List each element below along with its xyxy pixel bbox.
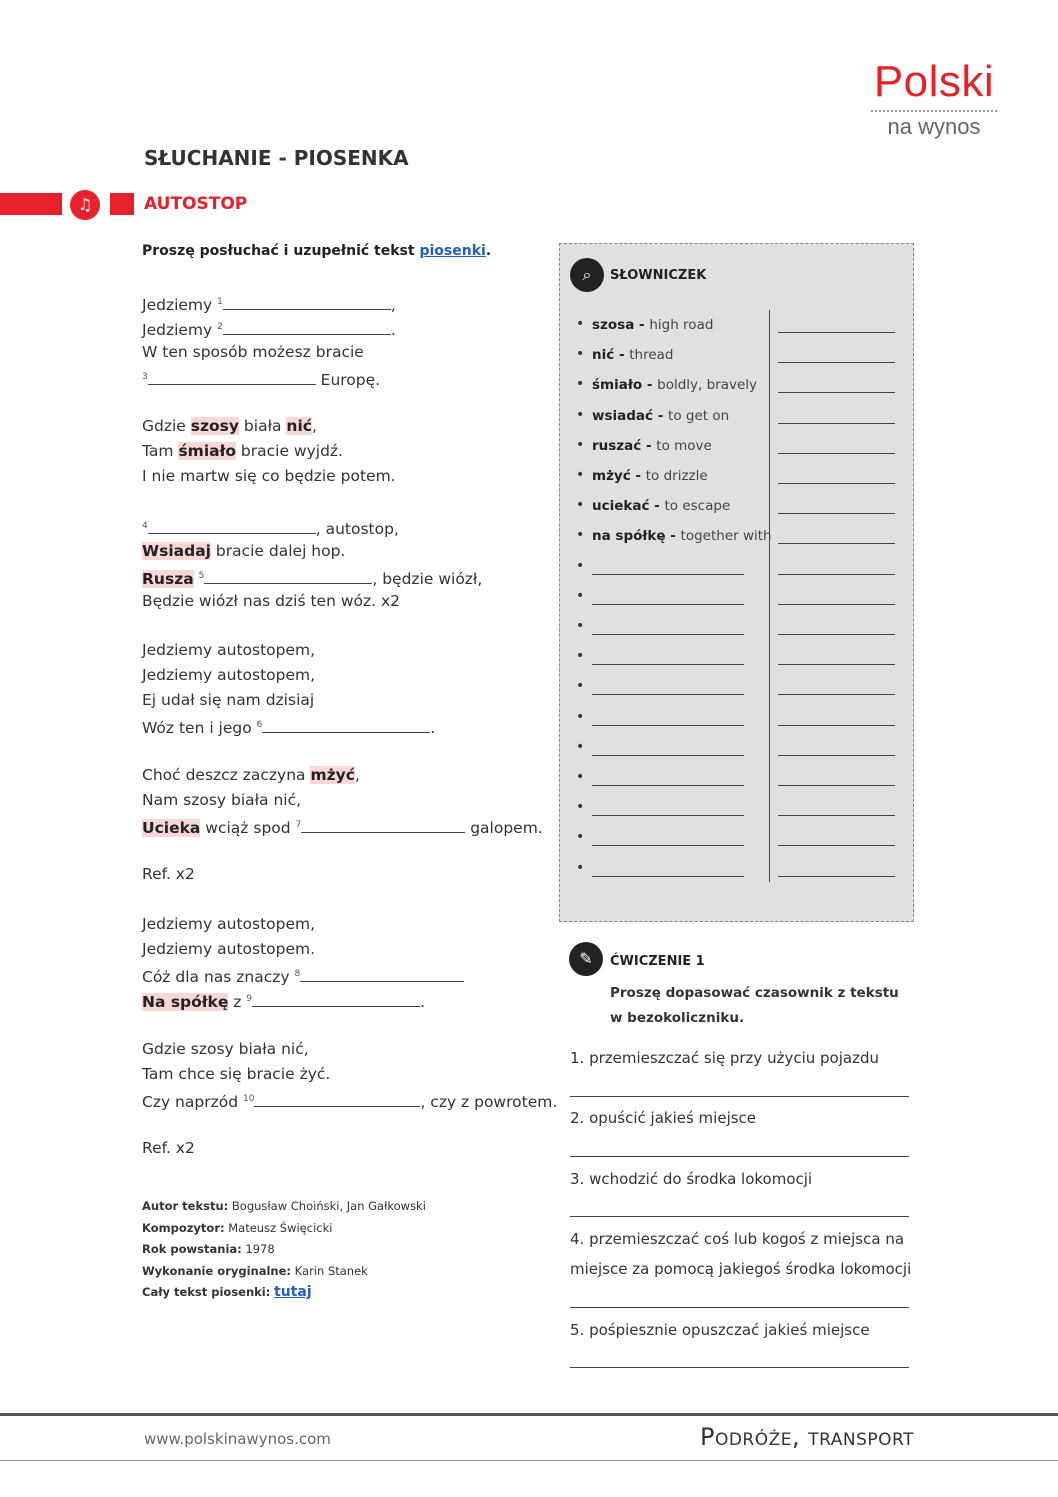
lyric-line: I nie martw się co będzie potem. (142, 467, 396, 486)
vocab-blank-translation[interactable] (778, 332, 895, 333)
bullet: • (576, 829, 585, 846)
lyric-line: Wsiadaj bracie dalej hop. (142, 541, 346, 560)
lyric-line: Jedziemy autostopem. (142, 940, 316, 959)
vocab-blank-term[interactable] (592, 815, 744, 816)
vocab-blank-translation[interactable] (778, 574, 895, 575)
bullet: • (576, 467, 585, 483)
fill-blank[interactable] (223, 319, 391, 335)
vocab-row (576, 769, 906, 789)
bullet: • (576, 497, 585, 514)
vocab-blank-translation[interactable] (778, 694, 895, 695)
vocabulary-box (559, 243, 914, 922)
vocab-blank-translation[interactable] (778, 513, 895, 514)
lyric-line: Ref. x2 (142, 865, 195, 884)
fill-blank[interactable] (252, 991, 420, 1007)
logo-subtitle: na wynos (887, 114, 981, 139)
answer-line[interactable] (570, 1216, 909, 1217)
footer (0, 1416, 1058, 1461)
vocab-blank-translation[interactable] (778, 876, 895, 877)
vocab-blank-translation[interactable] (778, 845, 895, 846)
lyric-line: Tam chce się bracie żyć. (142, 1064, 331, 1083)
fill-blank[interactable] (300, 966, 464, 982)
lyric-line: Cóż dla nas znaczy $^8$ (142, 962, 552, 987)
vocab-term: mżyć - to drizzle (592, 468, 708, 484)
vocab-row (576, 558, 906, 578)
instruction: Proszę posłuchać i uzupełnić tekst piosenki. (142, 243, 492, 259)
vocab-row (576, 648, 906, 668)
vocab-row (576, 588, 906, 608)
vocab-blank-translation[interactable] (778, 423, 895, 424)
vocab-row (576, 678, 906, 698)
answer-line[interactable] (570, 1367, 909, 1368)
exercise-question: 4. przemieszczać coś lub kogoś z miejsca na miejsce za pomocą jakiegoś środka lokomocji (570, 1230, 912, 1278)
vocab-blank-term[interactable] (592, 664, 744, 665)
vocab-blank-translation[interactable] (778, 483, 895, 484)
vocabulary-title: SŁOWNICZEK (610, 268, 707, 283)
bullet: • (576, 859, 585, 876)
bullet: • (576, 316, 585, 332)
bullet: • (576, 376, 585, 393)
pencil-icon: ✎ (569, 942, 603, 976)
vocab-row (576, 799, 906, 819)
lyric-line: Gdzie szosy biała nić, (142, 1039, 309, 1058)
section-marker (110, 193, 134, 215)
vocab-row (576, 376, 906, 396)
bullet: • (576, 436, 585, 453)
vocab-blank-term[interactable] (592, 725, 744, 726)
lyric-line: Rusza $^5$ , będzie wiózł, (142, 569, 483, 588)
bullet: • (576, 406, 585, 423)
bullet: • (576, 527, 585, 544)
vocab-row (576, 860, 906, 880)
vocab-term: na spółkę - together with (592, 528, 772, 545)
vocab-row (576, 618, 906, 638)
vocab-blank-term[interactable] (592, 785, 744, 786)
song-title: AUTOSTOP (144, 194, 248, 214)
fill-blank[interactable] (262, 717, 430, 733)
lyrics (142, 290, 558, 1161)
lyric-line: Jedziemy autostopem, (142, 915, 316, 934)
bullet: • (576, 648, 585, 665)
lyric-line: $^4$ , autostop, (142, 520, 399, 539)
vocab-blank-translation[interactable] (778, 725, 895, 726)
lyric-line: Czy naprzód $^{10}$ , czy z powrotem. (142, 1092, 558, 1111)
vocab-blank-term[interactable] (592, 634, 744, 635)
vocab-blank-term[interactable] (592, 845, 744, 846)
footer-url[interactable]: www.polskinawynos.com (144, 1430, 331, 1448)
lyric-line: Będzie wiózł nas dziś ten wóz. x2 (142, 591, 401, 610)
lyric-line: W ten sposób możesz bracie (142, 342, 364, 361)
logo-divider (871, 110, 997, 112)
lyric-line: Na spółkę z $^9$ . (142, 993, 426, 1012)
vocab-blank-translation[interactable] (778, 785, 895, 786)
vocab-row (576, 467, 906, 487)
fill-blank[interactable] (148, 369, 316, 385)
lyric-line: Tam śmiało bracie wyjdź. (142, 442, 343, 461)
exercise-instruction: Proszę dopasować czasownik z tekstu w bezokoliczniku. (610, 985, 899, 1026)
vocab-blank-translation[interactable] (778, 634, 895, 635)
fill-blank[interactable] (204, 568, 372, 584)
vocab-row (576, 527, 906, 547)
lyric-line: Ucieka wciąż spod $^7$ galopem. (142, 818, 543, 837)
vocab-row (576, 497, 906, 517)
vocab-blank-term[interactable] (592, 604, 744, 605)
vocab-blank-translation[interactable] (778, 664, 895, 665)
vocab-row (576, 316, 906, 336)
credits: Autor tekstu: Bogusław Choiński, Jan Gałkowski Kompozytor: Mateusz Święcicki Rok powstania: 1978 Wykonanie oryginalne: Karin Stanek Cały tekst piosenki: tutaj (142, 1199, 426, 1300)
bullet: • (576, 346, 585, 363)
exercise-question: 2. opuścić jakieś miejsce (570, 1109, 757, 1127)
fill-blank[interactable] (223, 294, 391, 310)
vocab-blank-term[interactable] (592, 694, 744, 695)
vocab-term: nić - thread (592, 347, 674, 364)
lyric-line: $^3$ Europę. (142, 370, 381, 389)
exercise-question: 3. wchodzić do środka lokomocji (570, 1170, 813, 1188)
bullet: • (576, 587, 585, 604)
vocab-term: wsiadać - to get on (592, 407, 730, 424)
lyric-line: Nam szosy biała nić, (142, 790, 302, 809)
magnifier-icon: ⌕ (570, 258, 604, 292)
answer-line[interactable] (570, 1307, 909, 1308)
lyric-line: Jedziemy $^1$ , (142, 296, 396, 315)
lyric-line: Ref. x2 (142, 1139, 195, 1158)
vocab-blank-translation[interactable] (778, 604, 895, 605)
answer-line[interactable] (570, 1096, 909, 1097)
footer-topic: Podróże, transport (699, 1423, 914, 1451)
answer-line[interactable] (570, 1156, 909, 1157)
vocab-blank-translation[interactable] (778, 362, 895, 363)
bullet: • (576, 799, 585, 816)
fill-blank[interactable] (254, 1091, 420, 1107)
bullet: • (576, 557, 585, 574)
fill-blank[interactable] (148, 518, 316, 534)
vocab-blank-term[interactable] (592, 876, 744, 877)
vocab-term: uciekać - to escape (592, 498, 731, 515)
vocab-row (576, 829, 906, 849)
lyric-line: Wóz ten i jego $^6$ . (142, 719, 436, 738)
full-lyrics-link[interactable]: tutaj (274, 1284, 312, 1300)
lyric-line: Choć deszcz zaczyna mżyć, (142, 765, 360, 784)
vocab-blank-translation[interactable] (778, 755, 895, 756)
music-note-icon: ♫ (70, 190, 100, 220)
vocab-blank-translation[interactable] (778, 543, 895, 544)
bullet: • (576, 769, 585, 785)
bullet: • (576, 678, 585, 695)
vocab-row (576, 709, 906, 729)
vocab-blank-translation[interactable] (778, 392, 895, 393)
section-bar (0, 193, 62, 215)
vocab-row (576, 346, 906, 366)
vocab-term: szosa - high road (592, 317, 714, 333)
vocab-blank-term[interactable] (592, 755, 744, 756)
logo (868, 58, 1000, 140)
song-link[interactable]: piosenki (419, 243, 486, 259)
vocab-row (576, 437, 906, 457)
lyric-line: Ej udał się nam dzisiaj (142, 691, 315, 710)
lyric-line: Jedziemy autostopem, (142, 666, 316, 685)
bullet: • (576, 618, 585, 634)
lyric-line: Jedziemy $^2$ . (142, 321, 396, 340)
vocab-blank-translation[interactable] (778, 815, 895, 816)
logo-brand: Polski (873, 57, 995, 106)
lyric-line: Jedziemy autostopem, (142, 641, 316, 660)
lyric-line: Gdzie szosy biała nić, (142, 417, 317, 436)
exercise-question: 1. przemieszczać się przy użyciu pojazdu (570, 1049, 879, 1067)
vocab-blank-translation[interactable] (778, 453, 895, 454)
exercise-question: 5. pośpiesznie opuszczać jakieś miejsce (570, 1321, 870, 1339)
bullet: • (576, 738, 585, 755)
vocab-row (576, 407, 906, 427)
page-title: SŁUCHANIE - PIOSENKA (144, 146, 409, 170)
fill-blank[interactable] (301, 817, 465, 833)
vocab-term: ruszać - to move (592, 437, 712, 454)
vocab-row (576, 739, 906, 759)
bullet: • (576, 708, 585, 725)
exercise-title: ĆWICZENIE 1 (610, 954, 705, 969)
vocab-term: śmiało - boldly, bravely (592, 377, 758, 394)
vocab-blank-term[interactable] (592, 574, 744, 575)
